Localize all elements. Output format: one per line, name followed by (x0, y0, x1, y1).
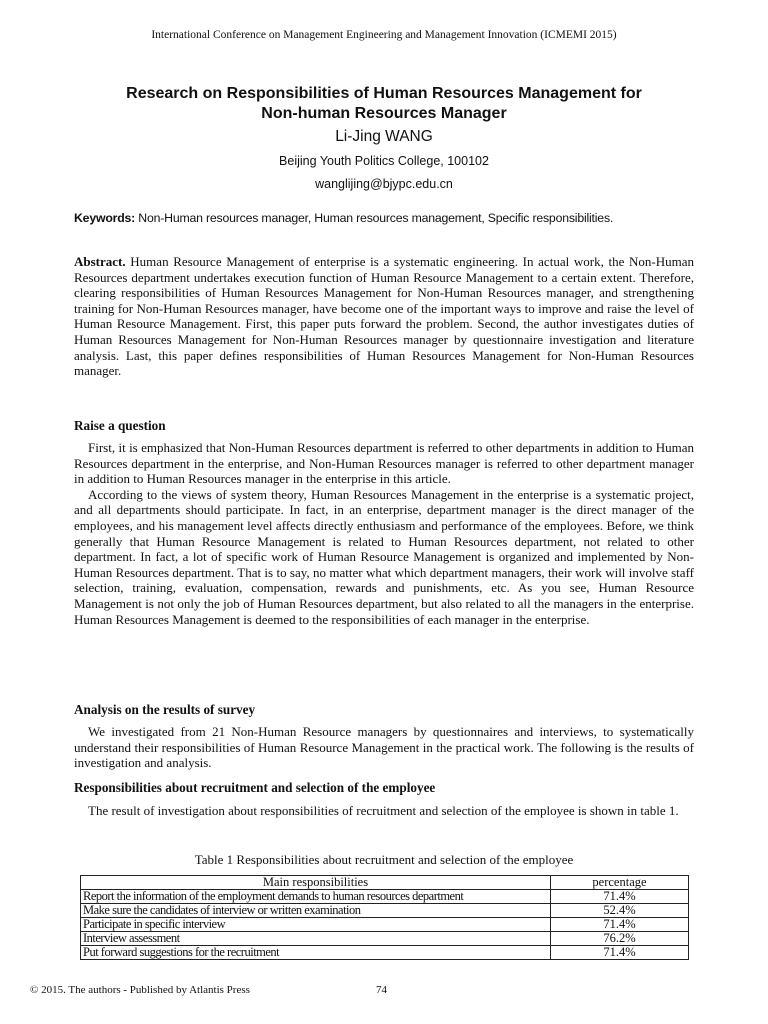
table-row (81, 946, 689, 960)
paragraph: The result of investigation about responsibilities of recruitment and selection of the employee is shown in table 1. (88, 803, 679, 818)
title-line-1: Research on Responsibilities of Human Resources Management for (126, 85, 642, 102)
table-cell: 71.4% (551, 918, 689, 932)
table-cell: Report the information of the employment demands to human resources department (81, 890, 551, 904)
table-cell: 76.2% (551, 932, 689, 946)
paragraph: According to the views of system theory, Human Resources Management in the enterprise is a systematic project, and all departments should participate. In fact, in an enterprise, department manager is the direct manager of the employees, and his management level affects directly enthusiasm and performance of the employees. Before, we think generally that Human Resource Management is related to Human Resources department, not related to other department. In fact, a lot of specific work of Human Resource Management is organized and implemented by Non-Human Resources department. That is to say, no matter what which department managers, their work will involve staff selection, training, evaluation, compensation, rewards and punishments, etc. As you see, Human Resource Management is not only the job of Human Resources department, but also related to all the managers in the enterprise. Human Resources Management is deemed to the responsibilities of each manager in the enterprise. (74, 486, 694, 627)
keywords-text: Non-Human resources manager, Human resources management, Specific responsibilities. (135, 211, 614, 225)
keywords-label: Keywords: (74, 211, 136, 225)
responsibilities-table (80, 875, 689, 960)
table-cell: Participate in specific interview (81, 918, 551, 932)
table-cell: 71.4% (551, 946, 689, 960)
author-affiliation: Beijing Youth Politics College, 100102 (279, 154, 489, 168)
section-raise-body (74, 440, 694, 627)
section-analysis-body (74, 724, 694, 771)
table-row (81, 932, 689, 946)
page-number: 74 (376, 984, 387, 996)
subsection-heading-recruitment: Responsibilities about recruitment and selection of the employee (74, 780, 436, 795)
author-name: Li-Jing WANG (335, 128, 433, 145)
author-email: wanglijing@bjypc.edu.cn (315, 177, 453, 191)
table-cell: Put forward suggestions for the recruitment (81, 946, 551, 960)
abstract (74, 254, 694, 379)
title-line-2: Non-human Resources Manager (261, 105, 507, 122)
conference-header: International Conference on Management Engineering and Management Innovation (ICMEMI 2015) (151, 29, 617, 41)
table-row (81, 890, 689, 904)
table-caption: Table 1 Responsibilities about recruitment and selection of the employee (194, 852, 574, 867)
keywords (74, 211, 704, 225)
paragraph: We investigated from 21 Non-Human Resource managers by questionnaires and interviews, to systematically understand their responsibilities of Human Resource Management in the practical work. The following is the results of investigation and analysis. (74, 724, 694, 771)
table-cell: Interview assessment (81, 932, 551, 946)
table-header-row (81, 876, 689, 890)
abstract-label: Abstract. (74, 254, 126, 269)
subsection-recruitment-body (74, 803, 694, 819)
abstract-text: Human Resource Management of enterprise is a systematic engineering. In actual work, the Non-Human Resources department undertakes execution function of Human Resource Management to a certain extent. Therefore, clearing responsibilities of Human Resources Management for Non-Human Resources manager, and strengthening training for Non-Human Resources manager, have become one of the important ways to improve and raise the level of Human Resource Management. First, this paper puts forward the problem. Second, the author investigates duties of Human Resources Management for Non-Human Resources manager by questionnaire investigation and literature analysis. Last, this paper defines responsibilities of Human Resources Management for Non-Human Resources manager. (74, 254, 694, 379)
paper-title (60, 84, 708, 124)
table-header-cell: percentage (551, 876, 689, 890)
table-cell: 52.4% (551, 904, 689, 918)
table-cell: Make sure the candidates of interview or written examination (81, 904, 551, 918)
table-row (81, 904, 689, 918)
section-heading-analysis: Analysis on the results of survey (74, 702, 256, 717)
table-cell: 71.4% (551, 890, 689, 904)
table-header-cell: Main responsibilities (81, 876, 551, 890)
table-row (81, 918, 689, 932)
paragraph: First, it is emphasized that Non-Human Resources department is referred to other departments in addition to Human Resources department in the enterprise, and Non-Human Resources manager is referred to other department manager in addition to Human Resources manager in the enterprise in this article. (74, 440, 694, 487)
footer-copyright: © 2015. The authors - Published by Atlantis Press (30, 984, 250, 996)
section-heading-raise: Raise a question (74, 418, 166, 433)
